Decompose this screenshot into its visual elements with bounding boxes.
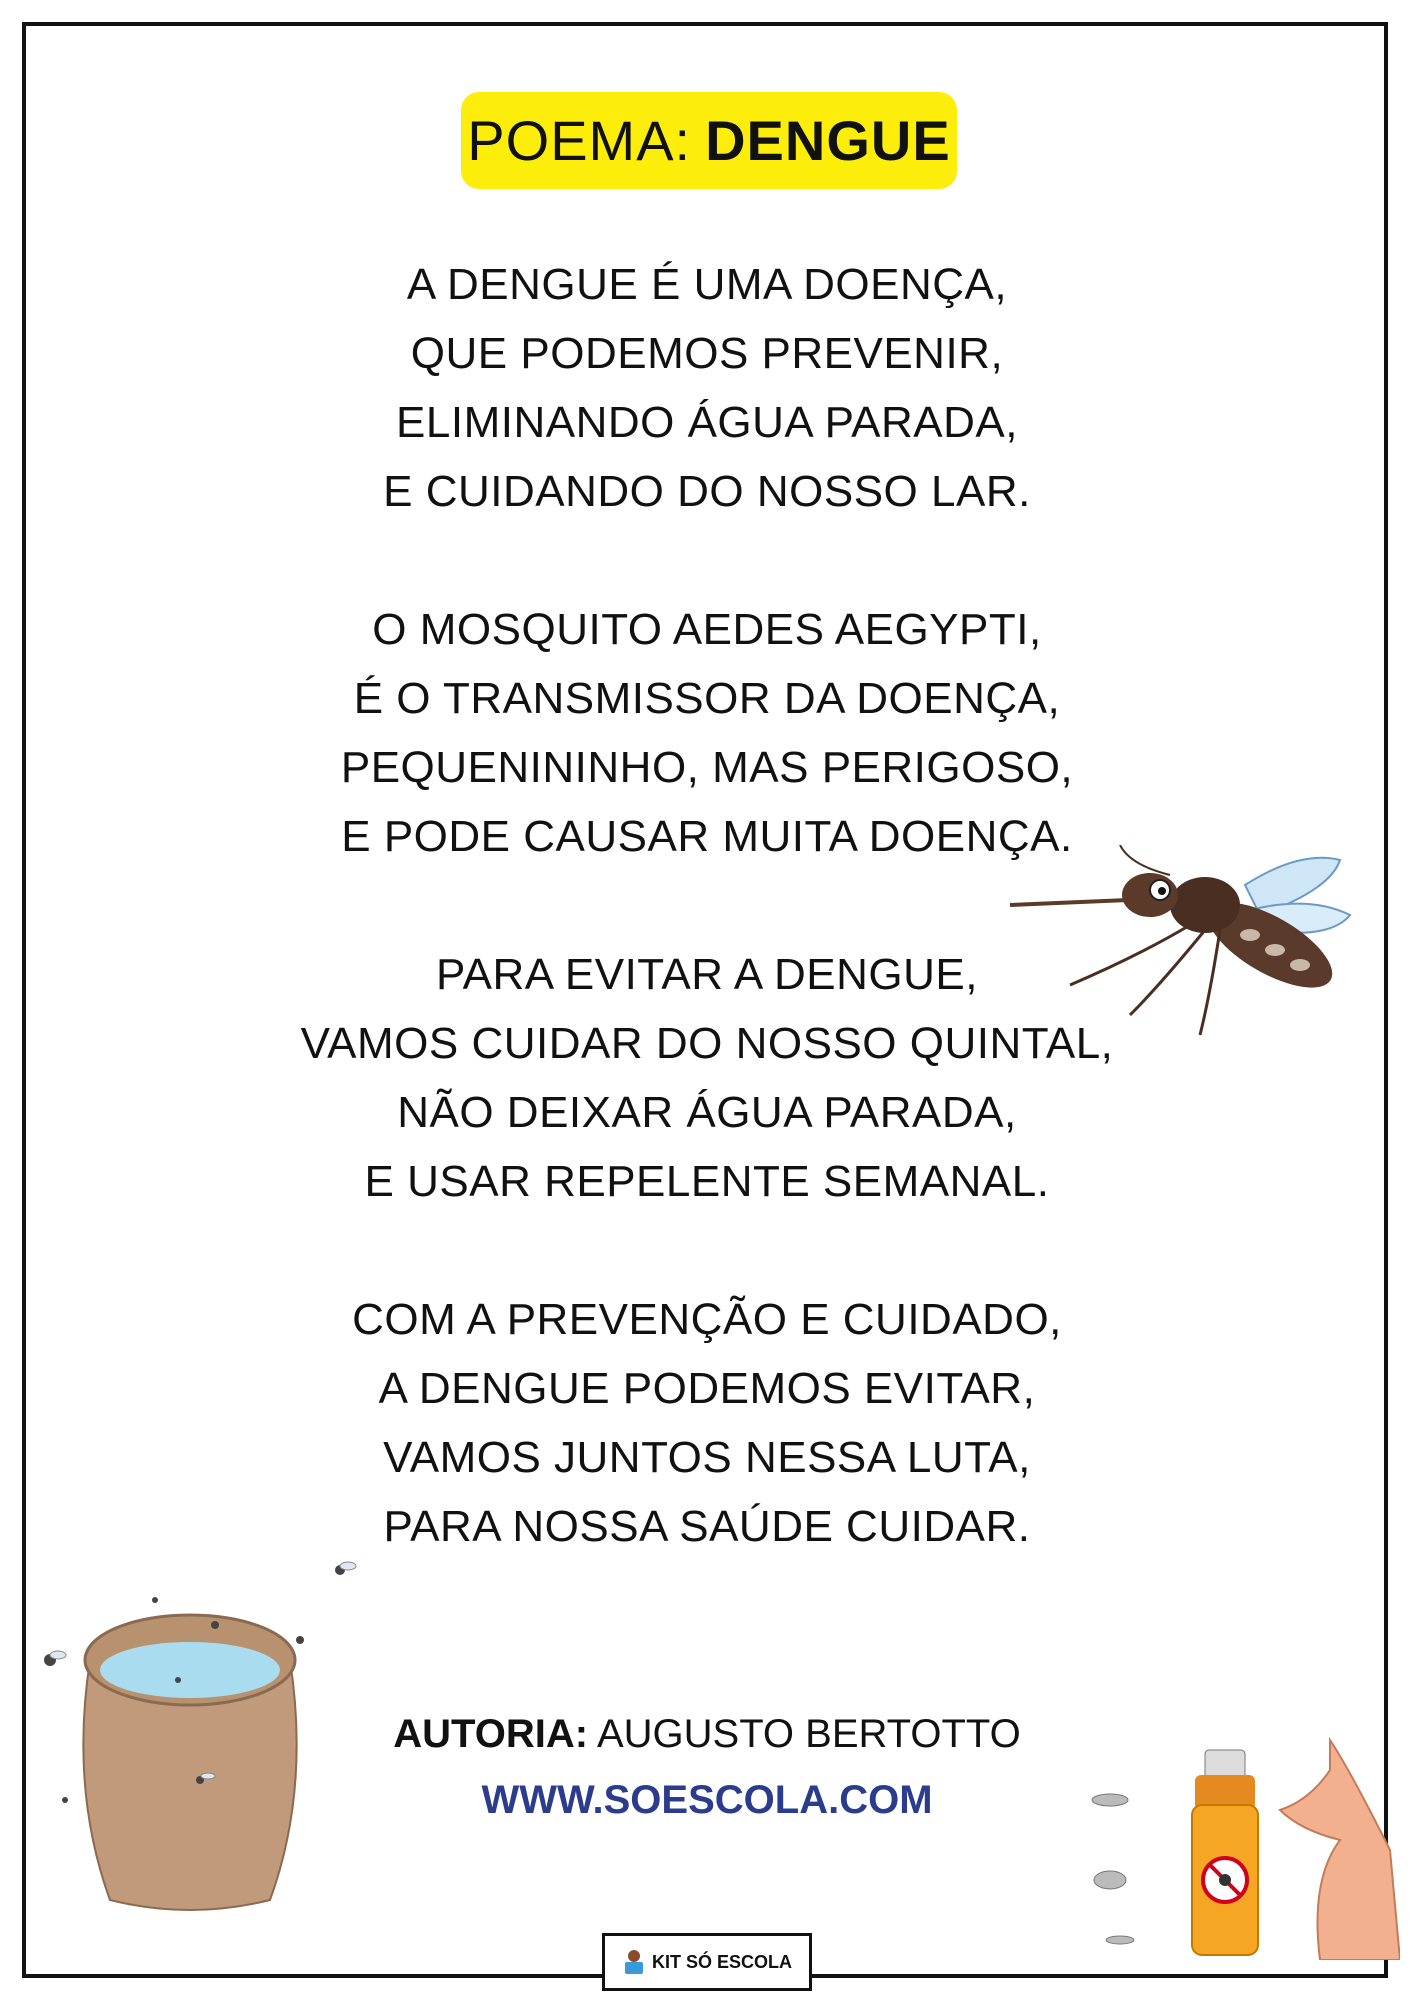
website-link[interactable]: WWW.SOESCOLA.COM [481, 1778, 933, 1822]
mosquito-illustration [1010, 845, 1360, 1045]
poem-line: QUE PODEMOS PREVENIR, [410, 329, 1004, 378]
poem-line: E USAR REPELENTE SEMANAL. [364, 1157, 1050, 1206]
poem-line: A DENGUE É UMA DOENÇA, [406, 260, 1008, 309]
reading-child-icon [622, 1948, 646, 1976]
poem-line: NÃO DEIXAR ÁGUA PARADA, [397, 1088, 1017, 1137]
stanza-2 [0, 595, 1414, 871]
poem-line: O MOSQUITO AEDES AEGYPTI, [372, 605, 1042, 654]
poem-line: PARA EVITAR A DENGUE, [436, 950, 978, 999]
kit-badge [602, 1933, 812, 1991]
poem-line: ELIMINANDO ÁGUA PARADA, [396, 398, 1018, 447]
poem-line: A DENGUE PODEMOS EVITAR, [378, 1364, 1036, 1413]
stanza-4 [0, 1285, 1414, 1561]
title-prefix: POEMA: [467, 109, 692, 172]
poem-line: PARA NOSSA SAÚDE CUIDAR. [383, 1502, 1031, 1551]
poem-line: VAMOS JUNTOS NESSA LUTA, [383, 1433, 1031, 1482]
poem-line: E CUIDANDO DO NOSSO LAR. [383, 467, 1031, 516]
author-label: AUTORIA: [393, 1712, 589, 1756]
stanza-1 [0, 250, 1414, 526]
title-banner [461, 92, 957, 189]
poem-line: É O TRANSMISSOR DA DOENÇA, [353, 674, 1061, 723]
title-word: DENGUE [705, 109, 951, 172]
poem-line: COM A PREVENÇÃO E CUIDADO, [352, 1295, 1062, 1344]
badge-text: KIT SÓ ESCOLA [651, 1951, 792, 1972]
poem-line: PEQUENININHO, MAS PERIGOSO, [340, 743, 1074, 792]
author-name: AUGUSTO BERTOTTO [596, 1712, 1021, 1756]
poem-line: VAMOS CUIDAR DO NOSSO QUINTAL, [300, 1019, 1114, 1068]
poem-line: E PODE CAUSAR MUITA DOENÇA. [341, 812, 1073, 861]
repellent-spray-illustration [1080, 1730, 1400, 1960]
